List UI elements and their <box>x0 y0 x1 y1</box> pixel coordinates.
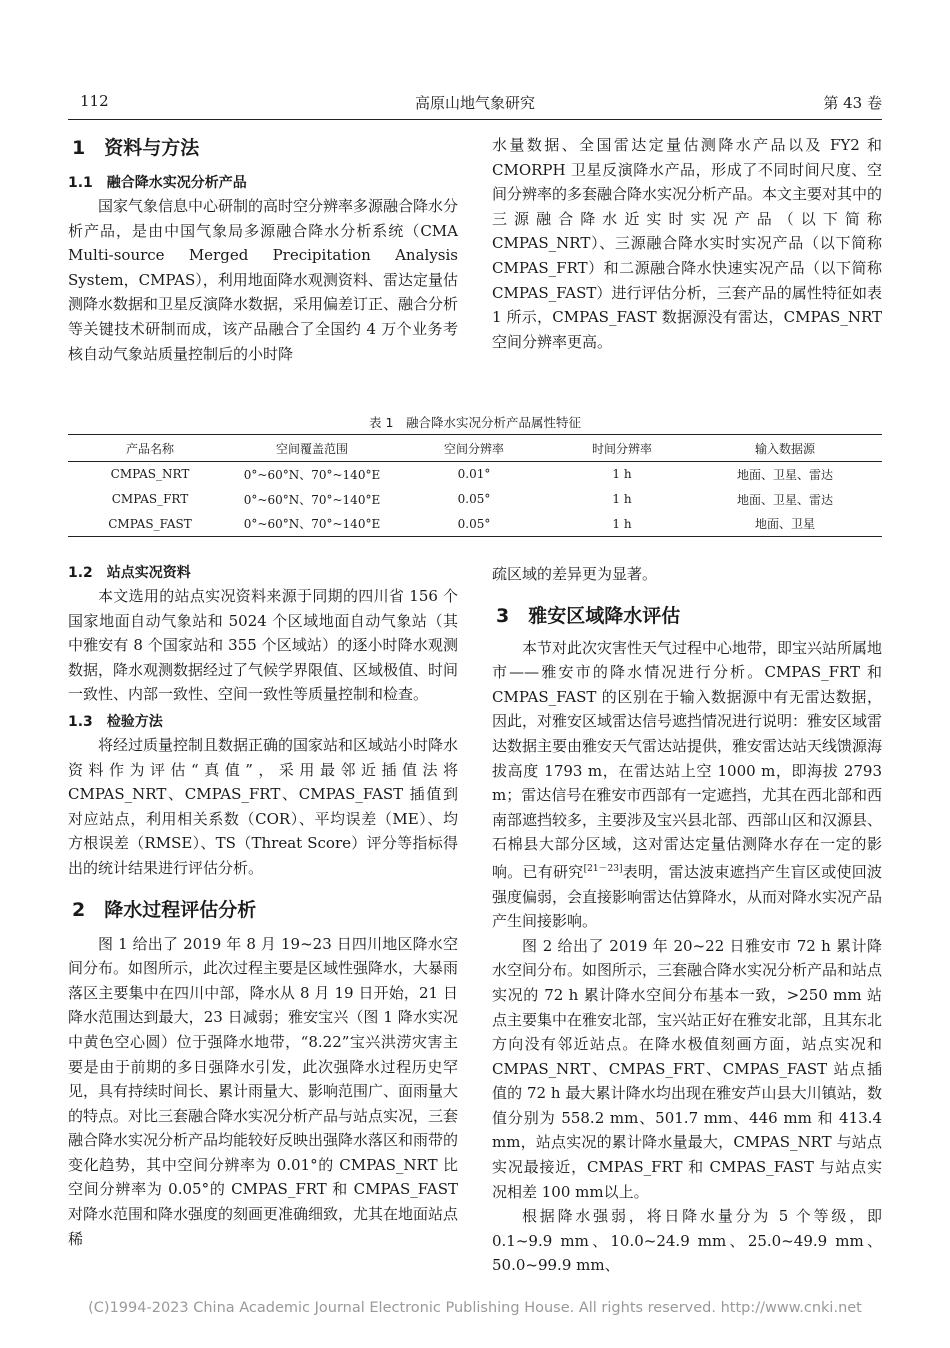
section-2-paragraph: 图 1 给出了 2019 年 8 月 19~23 日四川地区降水空间分布。如图所示，此次过程主要是区域性强降水，大暴雨落区主要集中在四川中部，降水从 8 月 19 日开始，21 日降水范围达到最大，23 日减弱；雅安宝兴（图 1 降水实况中黄色空心圆）位于强降水地带，“8.22”宝兴洪涝灾害主要是由于前期的多日强降水引发，此次强降水过程历史罕见，具有持续时间长、累计雨量大、影响范围广、面雨量大的特点。对比三套融合降水实况分析产品与站点实况，三套融合降水实况分析产品均能较好反映出强降水落区和雨带的变化趋势，其中空间分辨率为 0.01°的 CMPAS_NRT 比空间分辨率为 0.05°的 CMPAS_FRT 和 CMPAS_FAST 对降水范围和降水强度的刻画更准确细致，尤其在地面站点稀 <box>68 934 459 1248</box>
journal-title: 高原山地气象研究 <box>414 94 535 112</box>
lower-right-column <box>492 562 882 1278</box>
table-cell: 0°~60°N、70°~140°E <box>232 512 392 537</box>
table-header-cell: 空间覆盖范围 <box>232 435 392 462</box>
section-2-title: 2 降水过程评估分析 <box>72 898 257 921</box>
table-1-title: 表 1 融合降水实况分析产品属性特征 <box>369 415 581 430</box>
section-1-1-title: 1.1 融合降水实况分析产品 <box>68 175 247 191</box>
upper-left-column <box>68 133 458 366</box>
page-number: 112 <box>80 92 109 110</box>
section-1-2-paragraph: 本文选用的站点实况资料来源于同期的四川省 156 个国家地面自动气象站和 5024 个区域地面自动气象站（其中雅安有 8 个国家站和 355 个区域站）的逐小时降水观测数据，降水观测数据经过了气候学界限值、区域极值、时间一致性、内部一致性、空间一致性等质量控制和检查。 <box>68 587 459 704</box>
citation-reference: [21－23] <box>583 863 623 874</box>
table-header-cell: 产品名称 <box>68 435 232 462</box>
copyright-footer: (C)1994-2023 China Academic Journal Electronic Publishing House. All rights reserved. http://www.cnki.net <box>88 1300 862 1316</box>
section-2-paragraph-continued: 疏区域的差异更为显著。 <box>492 565 658 583</box>
section-1-1-paragraph-continued: 水量数据、全国雷达定量估测降水产品以及 FY2 和 CMORPH 卫星反演降水产品，形成了不同时间尺度、空间分辨率的多套融合降水实况分析产品。本文主要对其中的三源融合降水近实时实况产品（以下简称 CMPAS_NRT）、三源融合降水实时实况产品（以下简称 CMPAS_FRT）和二源融合降水快速实况产品（以下简称 CMPAS_FAST）进行评估分析，三套产品的属性特征如表 1 所示，CMPAS_FAST 数据源没有雷达，CMPAS_NRT 空间分辨率更高。 <box>492 136 883 351</box>
table-header-cell: 空间分辨率 <box>392 435 556 462</box>
section-3-paragraph-3: 根据降水强弱，将日降水量分为 5 个等级，即 0.1~9.9 mm、10.0~24.9 mm、25.0~49.9 mm、50.0~99.9 mm、 <box>492 1207 882 1275</box>
table-cell: CMPAS_FRT <box>111 492 189 506</box>
section-1-2-title: 1.2 站点实况资料 <box>68 565 191 581</box>
paragraph-text: 本节对此次灾害性天气过程中心地带，即宝兴站所属地市——雅安市的降水情况进行分析。CMPAS_FRT 和 CMPAS_FAST 的区别在于输入数据源中有无雷达数据，因此，对雅安区域雷达信号遮挡情况进行说明：雅安区域雷达数据主要由雅安天气雷达站提供，雅安雷达站天线馈源海拔高度 1793 m，在雷达站上空 1000 m，即海拔 2793 m；雷达信号在雅安市西部有一定遮挡，尤其在西北部和西南部遮挡较多，主要涉及宝兴县北部、西部山区和汉源县、石棉县大部分区域，这对雷达定量估测降水存在一定的影响。已有研究 <box>492 638 883 881</box>
table-cell: CMPAS_NRT <box>110 467 190 482</box>
table-header-cell: 输入数据源 <box>688 435 882 462</box>
table-cell: 1 h <box>612 467 632 482</box>
table-cell: 0°~60°N、70°~140°E <box>243 492 381 507</box>
table-cell: CMPAS_FAST <box>68 512 232 537</box>
table-cell: 地面、卫星、雷达 <box>736 467 833 482</box>
upper-right-column <box>492 133 882 354</box>
lower-left-column <box>68 562 458 1251</box>
section-3-title: 3 雅安区域降水评估 <box>496 604 681 627</box>
table-cell: 0.01° <box>457 467 491 482</box>
table-header-row <box>68 435 882 462</box>
table-cell: 1 h <box>612 492 632 506</box>
table-row <box>68 462 882 487</box>
table-1 <box>68 434 882 537</box>
section-1-1-paragraph: 国家气象信息中心研制的高时空分辨率多源融合降水分析产品，是由中国气象局多源融合降水分析系统（CMA Multi-source Merged Precipitation Analysis System，CMPAS），利用地面降水观测资料、雷达定量估测降水数据和卫星反演降水数据，采用偏差订正、融合分析等关键技术研制而成，该产品融合了全国约 4 万个业务考核自动气象站质量控制后的小时降 <box>68 197 459 363</box>
table-cell: 0°~60°N、70°~140°E <box>243 467 381 482</box>
section-3-paragraph-2: 图 2 给出了 2019 年 20~22 日雅安市 72 h 累计降水空间分布。如图所示，三套融合降水实况分析产品和站点实况的 72 h 累计降水空间分布基本一致，>250 mm 站点主要集中在雅安北部，宝兴站正好在雅安北部，且其东北方向没有邻近站点。在降水极值刻画方面，站点实况和 CMPAS_NRT、CMPAS_FRT、CMPAS_FAST 站点插值的 72 h 最大累计降水均出现在雅安芦山县大川镇站，数值分别为 558.2 mm、501.7 mm、446 mm 和 413.4 mm，站点实况的累计降水量最大，CMPAS_NRT 与站点实况最接近，CMPAS_FRT 和 CMPAS_FAST 与站点实况相差 100 mm以上。 <box>492 936 883 1201</box>
table-cell: 0.05° <box>457 492 491 506</box>
section-1-3-title: 1.3 检验方法 <box>68 713 163 730</box>
table-header-cell: 时间分辨率 <box>556 435 688 462</box>
section-1-title: 1 资料与方法 <box>72 137 200 159</box>
volume-label: 第 43 卷 <box>823 94 882 112</box>
table-cell: 1 h <box>556 512 688 537</box>
table-row <box>68 487 882 512</box>
header-rule <box>68 119 882 120</box>
table-cell: 地面、卫星 <box>688 512 882 537</box>
table-row <box>68 512 882 537</box>
section-3-paragraph-1 <box>492 636 882 934</box>
paragraph-text: 表明，雷达波束遮挡产生盲区或使回波强度偏弱，会直接影响雷达估算降水，从而对降水实况产品产生间接影响。 <box>492 862 883 931</box>
section-1-3-paragraph: 将经过质量控制且数据正确的国家站和区域站小时降水资料作为评估“真值”，采用最邻近插值法将 CMPAS_NRT、CMPAS_FRT、CMPAS_FAST 插值到对应站点，利用相关系数（COR）、平均误差（ME）、均方根误差（RMSE）、TS（Threat Score）评分等指标得出的统计结果进行评估分析。 <box>68 735 459 877</box>
table-cell: 地面、卫星、雷达 <box>736 492 833 507</box>
table-cell: 0.05° <box>392 512 556 537</box>
